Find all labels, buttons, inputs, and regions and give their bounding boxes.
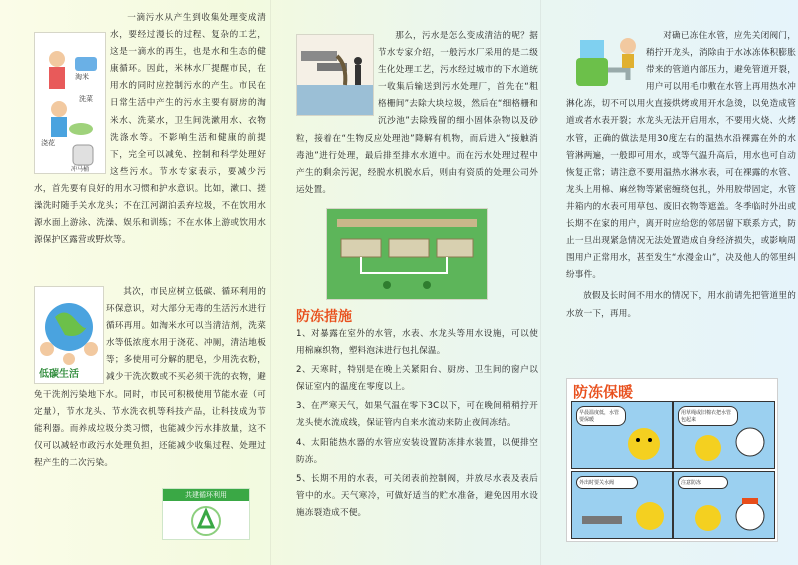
panel1-text-top — [34, 10, 266, 249]
plant-diagram-icon — [327, 209, 487, 299]
measure-item: 1、对暴露在室外的水管，水表、水龙头等用水设施，可以使用棉麻织物，塑料泡沫进行包扎保温。 — [296, 329, 538, 357]
recycle-icon — [163, 501, 249, 537]
treatment-plant-illustration — [326, 208, 488, 300]
paragraph-flush-pipes: 放假及长时间不用水的情况下，用水前请先把管道里的水放一下，再用。 — [566, 291, 796, 319]
paragraph-thaw-guide: 对确已冻住水管，应先关闭阀门，稍拧开龙头，消除由于水冰冻体积膨胀带来的管道内部压力，避免管道开裂，用户可以用毛巾敷在水管上再用热水冲淋化冻，切不可以用火直接烘烤或用开水急烫，以免造成管道或者水表开裂；水龙头无法开启用水，不要用火烧、火烤水管，正确的做法是用30度左右的温热水沿裸露在外的水管淋两遍，一般即可用水，或等气温升高后，用水也可自动恢复正常；请注意不要用温热水淋水表，可在裸露的水管、龙头上用棉、麻丝物等紧密缠绕包扎，外用胶带固定，水管井箱内的水表可用草包、废旧衣物等遮盖。冬季临时外出或长期不在家的用户，离开时应给您的邻居留下联系方式，防止一旦出现紧急情况无法处置造成自身经济损失，或影响周围用户正常用水，甚至发生“水漫金山”，决及他人的邻里纠纷事件。 — [566, 31, 796, 281]
panel-right — [540, 0, 798, 565]
panel-left — [0, 0, 270, 565]
panel2-text — [296, 28, 538, 199]
antifreeze-comic — [566, 378, 778, 542]
comic-bubble: 用草绳或旧棉衣把水管包起来 — [678, 406, 738, 426]
antifreeze-measures — [296, 326, 538, 524]
comic-bubble: 早晨温度低，水管要保暖 — [576, 406, 626, 426]
panel3-text — [566, 28, 796, 323]
comic-title: 防冻保暖 — [573, 383, 634, 401]
section-title-antifreeze: 防冻措施 — [296, 309, 352, 325]
paragraph-sewage-control: 一滴污水从产生到收集处理变成清水，要经过漫长的过程、复杂的工艺，这是一滴水的再生，也是水和生态的健康循环。因此，米林水厂提醒市民，在用水的同时应控制污水的产生。市民在日常生活中产生的污水主要有厨房的淘米水、洗菜水，卫生间洗漱用水、衣物洗涤水等。不影响生活和健康的前提下，完全可以减免、控制和科学处理好这些污水。节水专家表示，要减少污水，首先要有良好的用水习惯和护水意识。比如，漱口、搓澡洗时随手关水龙头；不在江河湖泊丢弃垃圾，不在饮用水源水面上游泳、洗澡、娱乐和训练；不在水体上游或饮用水源保护区露营或野炊等。 — [34, 13, 266, 246]
paragraph-treatment-process: 那么，污水是怎么变成清洁的呢？据节水专家介绍，一般污水厂采用的是二级生化处理工艺，污水经过城市的下水道统一收集后输送到污水处理厂，首先在“粗格栅间”去除大块垃圾，然后在“细格栅和沉沙池”去除残留的细小固体杂物以及砂粒，接着在“生物反应处理池”降解有机物，而后进入“接触消毒池”进行处理，最后排至排水水道中。而在污水处理过程中产生的剩余污泥，经脱水机脱水后，则由有资质的处理公司外运处置。 — [296, 31, 538, 195]
comic-bubble: 外出时要关水阀 — [576, 476, 638, 489]
svg-text:冲马桶: 冲马桶 — [71, 166, 90, 173]
paragraph-recycle: 其次，市民应树立低碳、循环利用的环保意识，对大部分无毒的生活污水进行循环再用。如淘米水可以当清洁剂，洗菜水等低浓度水用于浇花、冲厕，清洁地板等；多使用可分解的肥皂，少用洗衣粉，减少干洗次数或不买必须干洗的衣物，避免干洗剂污染地下水。同时，市民可积极使用节能水壶（可定量），节水龙头、节水洗衣机等科技产品，让科技成为节能利器。而养成垃圾分类习惯，也能减少污水排放量，这不仅可以减轻市政污水处理负担，还能减少收集过程、处理过程产生的二次污染。 — [34, 287, 266, 468]
panel-middle — [270, 0, 540, 565]
measures-list — [296, 326, 538, 522]
measure-item: 4、太阳能热水器的水管应安装设置防冻排水装置，以便排空防冻。 — [296, 437, 538, 465]
comic-frame-1 — [571, 401, 673, 469]
measure-item: 5、长期不用的水表，可关闭表前控制阀，并放尽水表及表后管中的水。天气寒冷，可做好适当的贮水准备，避免因用水设施冻裂造成不便。 — [296, 473, 538, 518]
comic-frame-4 — [673, 471, 775, 539]
measure-item: 2、天寒时，特别是在晚上关紧阳台、厨房、卫生间的窗户以保证室内的温度在零度以上。 — [296, 365, 538, 393]
panel1-text-bottom — [34, 284, 266, 472]
svg-text:浇花: 浇花 — [41, 139, 55, 147]
comic-frame-3 — [571, 471, 673, 539]
low-carbon-label: 低碳生活 — [39, 369, 79, 380]
recycle-label: 共建循环利用 — [163, 489, 249, 501]
comic-bubble: 注意防冻 — [678, 476, 728, 489]
svg-text:洗菜: 洗菜 — [79, 95, 93, 103]
measure-item: 3、在严寒天气，如果气温在零下3C以下，可在晚间稍稍拧开龙头使水流成线，保证管内自来水流动来防止夜间冻结。 — [296, 401, 538, 429]
recycle-badge — [162, 488, 250, 540]
comic-frame-2 — [673, 401, 775, 469]
svg-text:淘米: 淘米 — [75, 73, 89, 81]
